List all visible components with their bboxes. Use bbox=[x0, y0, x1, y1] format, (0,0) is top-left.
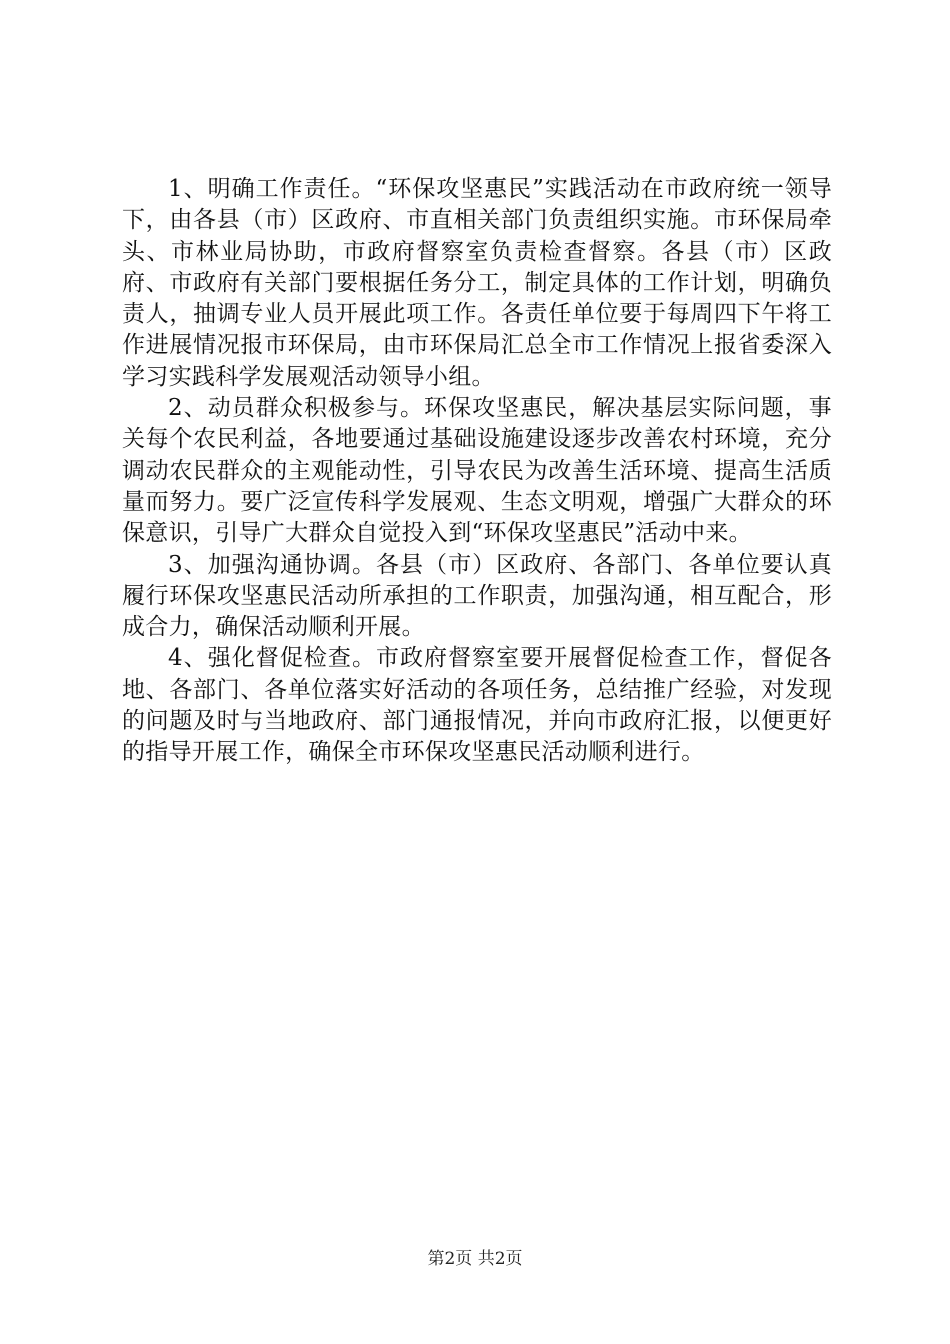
paragraph-supervision-inspection: 4、强化督促检查。市政府督察室要开展督促检查工作，督促各地、各部门、各单位落实好活动的各项任务，总结推广经验，对发现的问题及时与当地政府、部门通报情况，并向市政府汇报，以便更好的指导开展工作，确保全市环保攻坚惠民活动顺利进行。 bbox=[122, 645, 832, 766]
paragraph-mobilize-public: 2、动员群众积极参与。环保攻坚惠民，解决基层实际问题，事关每个农民利益，各地要通过基础设施建设逐步改善农村环境，充分调动农民群众的主观能动性，引导农民为改善生活环境、提高生活质量而努力。要广泛宣传科学发展观、生态文明观，增强广大群众的环保意识，引导广大群众自觉投入到“环保攻坚惠民”活动中来。 bbox=[122, 395, 832, 547]
paragraph-work-responsibility: 1、明确工作责任。“环保攻坚惠民”实践活动在市政府统一领导下，由各县（市）区政府、市直相关部门负责组织实施。市环保局牵头、市林业局协助，市政府督察室负责检查督察。各县（市）区政府、市政府有关部门要根据任务分工，制定具体的工作计划，明确负责人，抽调专业人员开展此项工作。各责任单位要于每周四下午将工作进展情况报市环保局，由市环保局汇总全市工作情况上报省委深入学习实践科学发展观活动领导小组。 bbox=[122, 176, 832, 390]
document-body bbox=[122, 174, 832, 769]
paragraph-communication-coordination: 3、加强沟通协调。各县（市）区政府、各部门、各单位要认真履行环保攻坚惠民活动所承担的工作职责，加强沟通，相互配合，形成合力，确保活动顺利开展。 bbox=[122, 551, 832, 641]
page-footer: 第2页 共2页 bbox=[427, 1249, 523, 1269]
